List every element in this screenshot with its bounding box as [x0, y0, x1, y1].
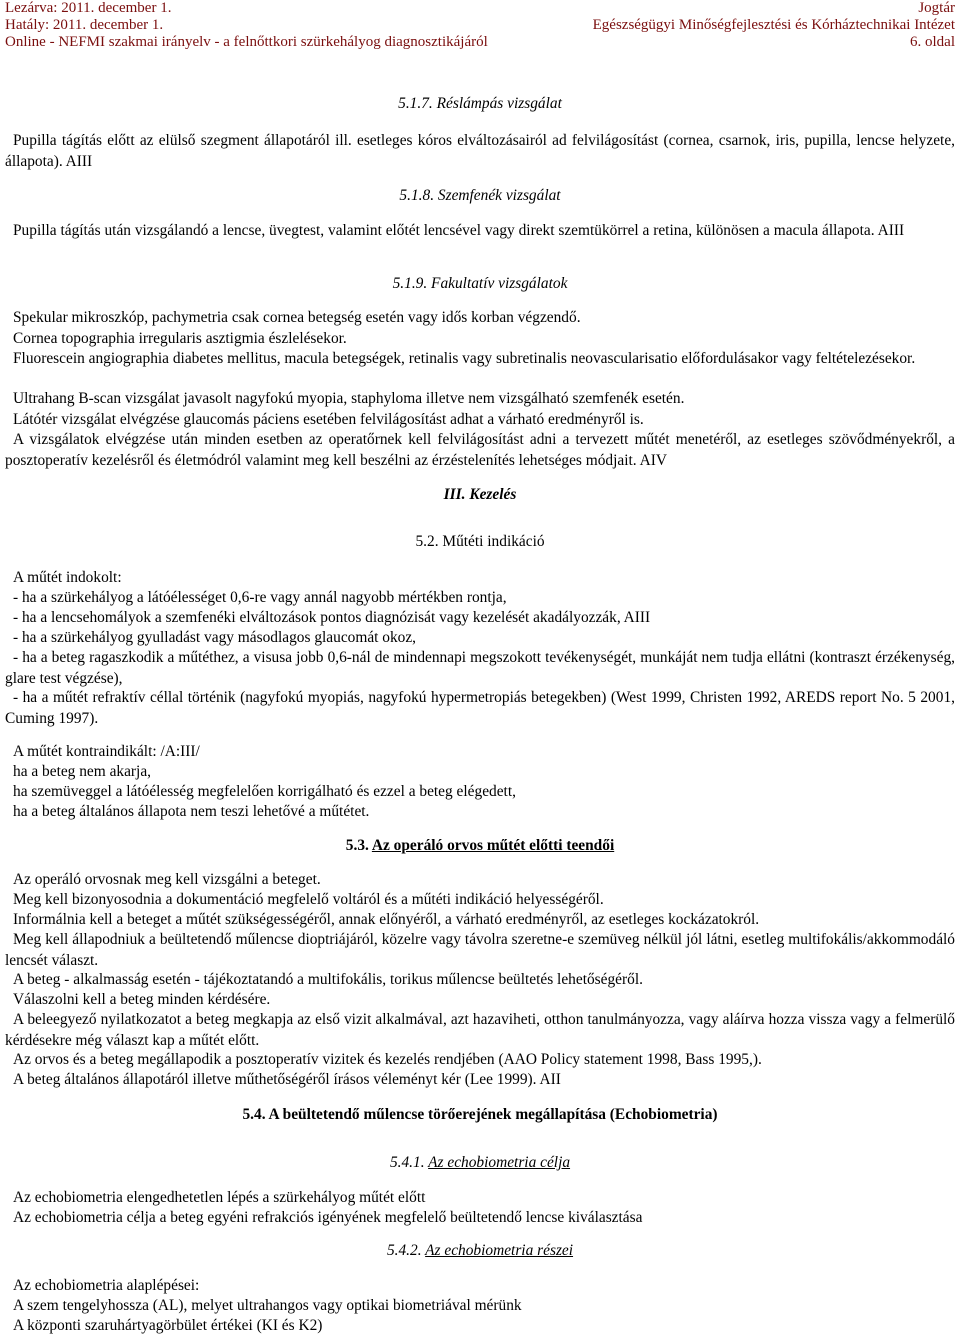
section-53-line-5: A beteg - alkalmasság esetén - tájékoztatandó a multifokális, torikus műlencse beültetés lehetőségéről. [13, 971, 643, 988]
section-519-line-5: Látótér vizsgálat elvégzése glaucomás páciens esetében felvilágosítást adhat a várható eredményről is. [13, 411, 644, 428]
section-542-title [0, 1241, 960, 1262]
section-519-title: 5.1.9. Fakultatív vizsgálatok [392, 275, 568, 292]
section-53-paragraph-4: Meg kell állapodniuk a beültetendő műlencse dioptriájáról, közelre vagy távolra szeretne-e szemüveg nélkül jól látni, esetleg multifokális/akkommodáló lencsét választ. [5, 931, 955, 969]
section-52-bullet-4: - ha a beteg ragaszkodik a műtéthez, a visusa jobb 0,6-nál de mindennapi megszokott tevékenységét, munkáját nem tudja ellátni (kontraszt érzékenység, glare test végzése), [5, 649, 955, 687]
section-53-title [0, 836, 960, 857]
section-52-contra-2: ha szemüveggel a látóélesség megfelelően korrigálható és ezzel a beteg elégedett, [13, 783, 516, 800]
section-519-line-2: Cornea topographia irregularis asztigmia észlelésekor. [13, 330, 347, 347]
section-519-line-1: Spekular mikroszkóp, pachymetria csak cornea betegség esetén vagy idős korban végzendő. [13, 309, 581, 326]
section-52-contra-3: ha a beteg általános állapota nem teszi lehetővé a műtétet. [13, 803, 370, 820]
section-542-heading: Az echobiometria részei [425, 1242, 574, 1259]
page-header [5, 0, 955, 51]
section-542-number: 5.4.2. [386, 1242, 426, 1259]
section-53-line-1: Az operáló orvosnak meg kell vizsgálni a beteget. [13, 871, 321, 888]
header-document-title: Online - NEFMI szakmai irányelv - a felnőttkori szürkehályog diagnosztikájáról [5, 34, 488, 50]
section-52-contra-1: ha a beteg nem akarja, [13, 763, 152, 780]
section-541-line-1: Az echobiometria elengedhetetlen lépés a szürkehályog műtét előtt [13, 1189, 426, 1206]
section-53-line-9: A beteg általános állapotáról illetve műthetőségéről írásos véleményt kér (Lee 1999). AII [13, 1071, 561, 1088]
section-53-paragraph-7: A beleegyező nyilatkozatot a beteg megkapja az első vizit alkalmával, azt hazaviheti, otthon tanulmányozza, vagy aláírva hozza vissza vagy a felmerülő kérdésekre még választ kap a műtét előtt. [5, 1011, 955, 1049]
section-54-title: 5.4. A beültetendő műlencse törőerejének megállapítása (Echobiometria) [242, 1106, 718, 1123]
section-53-line-3: Informálnia kell a beteget a műtét szükségességéről, annak előnyéről, a várható eredményről, az esetleges kockázatokról. [13, 911, 760, 928]
section-541-line-2: Az echobiometria célja a beteg egyéni refrakciós igényének megfelelő beültetendő lencse kiválasztása [13, 1209, 643, 1226]
section-519-paragraph-6: A vizsgálatok elvégzése után minden esetben az operatőrnek kell felvilágosítást adni a tervezett műtét menetéről, az esetleges szövődményekről, a posztoperatív kezelésről és életmódról valamint meg kell beszélni az érzéstelenítés lehetséges módjait. AIV [5, 431, 955, 469]
section-541-number: 5.4.1. [389, 1154, 429, 1171]
header-publisher: Jogtár [918, 0, 955, 16]
section-542-intro: Az echobiometria alaplépései: [13, 1277, 200, 1294]
section-542-line-2: A központi szaruhártyagörbület értékei (KI és K2) [13, 1317, 323, 1334]
section-53-line-8: Az orvos és a beteg megállapodik a posztoperatív vizitek és kezelés rendjében (AAO Policy statement 1998, Bass 1995,). [13, 1051, 762, 1068]
section-52-bullet-3: - ha a szürkehályog gyulladást vagy másodlagos glaucomát okoz, [13, 629, 417, 646]
section-52-bullet-1: - ha a szürkehályog a látóélességet 0,6-re vagy annál nagyobb mértékben rontja, [13, 589, 507, 606]
section-52-contraindication: A műtét kontraindikált: /A:III/ [13, 743, 200, 760]
section-52-intro: A műtét indokolt: [13, 569, 122, 586]
header-effective-date: Hatály: 2011. december 1. [5, 17, 164, 33]
section-541-heading: Az echobiometria célja [428, 1154, 571, 1171]
header-institute: Egészségügyi Minőségfejlesztési és Kórháztechnikai Intézet [592, 17, 955, 33]
section-53-number: 5.3. [345, 837, 372, 854]
chapter-kezeles-title: III. Kezelés [443, 486, 517, 503]
header-page-number: 6. oldal [910, 34, 955, 50]
section-542-line-1: A szem tengelyhossza (AL), melyet ultrahangos vagy optikai biometriával mérünk [13, 1297, 522, 1314]
section-519-paragraph-3: Fluorescein angiographia diabetes mellitus, macula betegségek, retinalis vagy subretinalis neovascularisatio előfordulásakor vagy feltételezésekor. [13, 350, 916, 367]
section-52-title: 5.2. Műtéti indikáció [415, 533, 545, 550]
section-541-title [0, 1153, 960, 1174]
section-53-line-6: Válaszolni kell a beteg minden kérdésére. [13, 991, 271, 1008]
section-519-line-4: Ultrahang B-scan vizsgálat javasolt nagyfokú myopia, staphyloma illetve nem vizsgálható szemfenék esetén. [13, 390, 685, 407]
section-518-paragraph: Pupilla tágítás után vizsgálandó a lencse, üvegtest, valamint előtét lencsével vagy direkt szemtükörrel a retina, különösen a macula állapota. AIII [13, 222, 905, 239]
section-517-paragraph: Pupilla tágítás előtt az elülső szegment állapotáról ill. esetleges kóros elváltozásairól ad felvilágosítást (cornea, csarnok, iris, pupilla, lencse helyzete, állapota). AIII [5, 132, 955, 170]
section-52-bullet-2: - ha a lencsehomályok a szemfenéki elváltozások pontos diagnózisát vagy kezelését akadályozzák, AIII [13, 609, 651, 626]
header-closed-date: Lezárva: 2011. december 1. [5, 0, 172, 16]
section-53-heading: Az operáló orvos műtét előtti teendői [371, 837, 615, 854]
section-52-bullet-5: - ha a műtét refraktív céllal történik (nagyfokú myopiás, nagyfokú hypermetropiás betegekben) (West 1999, Christen 1992, AREDS report No. 5 2001, Cuming 1997). [5, 689, 955, 727]
section-53-line-2: Meg kell bizonyosodnia a dokumentáció megfelelő voltáról és a műtéti indikáció helyességéről. [13, 891, 604, 908]
section-517-title: 5.1.7. Réslámpás vizsgálat [398, 95, 562, 112]
section-518-title: 5.1.8. Szemfenék vizsgálat [399, 187, 561, 204]
